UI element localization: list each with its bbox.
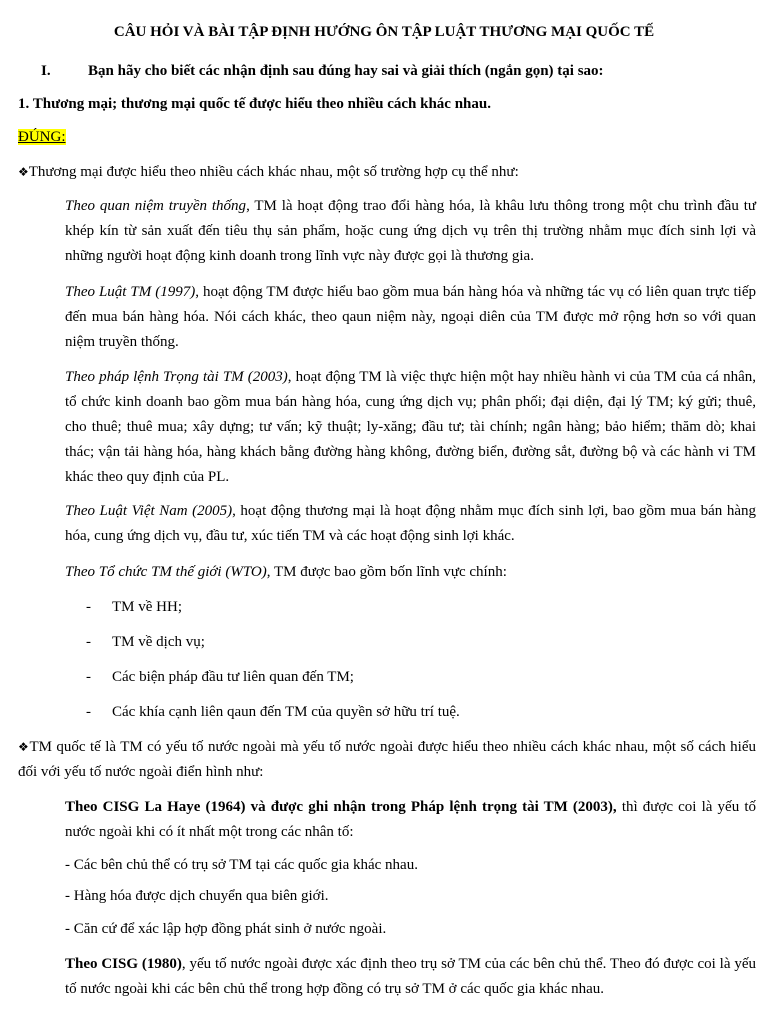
paragraph-cisg-1964 xyxy=(65,795,756,845)
paragraph-law-1997-text: , hoạt động TM được hiểu bao gồm mua bán hàng hóa và những tác vụ có liên quan trực tiếp đến mua bán hàng hóa. Nói cách khác, theo qaun niệm này, ngoại diên của TM được mở rộng hơn so với quan niệm truyền thống. xyxy=(65,284,756,350)
dash-bullet: - xyxy=(86,634,91,650)
list-item xyxy=(86,630,205,655)
paragraph-law-2005-source: Theo Luật Việt Nam (2005) xyxy=(65,503,233,519)
intro-text-2: TM quốc tế là TM có yếu tố nước ngoài mà yếu tố nước ngoài được hiểu theo nhiều cách khác nhau, một số cách hiểu đối với yếu tố nước ngoài điển hình như: xyxy=(18,739,756,780)
paragraph-traditional-text: , TM là hoạt động trao đổi hàng hóa, là khâu lưu thông trong một chu trình đầu tư khép kín từ sản xuất đến tiêu thụ sản phẩm, hoặc cung ứng dịch vụ trên thị trường nhằm mục đích sinh lợi và những người hoạt động kinh doanh trong lĩnh vực này được gọi là thương gia. xyxy=(65,198,756,264)
diamond-bullet-icon: ❖ xyxy=(18,740,30,754)
paragraph-traditional xyxy=(65,194,756,269)
dash-bullet: - xyxy=(86,704,91,720)
paragraph-arbitration-2003 xyxy=(65,365,756,490)
document-title: CÂU HỎI VÀ BÀI TẬP ĐỊNH HƯỚNG ÔN TẬP LUẬT THƯƠNG MẠI QUỐC TẾ xyxy=(113,24,655,40)
factor-item: - Căn cứ để xác lập hợp đồng phát sinh ở nước ngoài. xyxy=(65,921,387,937)
section-text: Bạn hãy cho biết các nhận định sau đúng hay sai và giải thích (ngắn gọn) tại sao: xyxy=(88,63,604,79)
list-item-text: Các biện pháp đầu tư liên quan đến TM; xyxy=(112,669,354,685)
paragraph-law-2005 xyxy=(65,499,756,549)
diamond-bullet-icon: ❖ xyxy=(18,165,29,179)
paragraph-traditional-source: Theo quan niệm truyền thống xyxy=(65,198,247,214)
intro-text-1: Thương mại được hiểu theo nhiều cách khác nhau, một số trường hợp cụ thể như: xyxy=(28,164,519,180)
list-item-text: TM về HH; xyxy=(112,599,182,615)
paragraph-wto-source: Theo Tổ chức TM thế giới (WTO) xyxy=(65,564,267,580)
list-item-text: Các khía cạnh liên qaun đến TM của quyền sở hữu trí tuệ. xyxy=(112,704,460,720)
paragraph-law-1997-source: Theo Luật TM (1997) xyxy=(65,284,196,300)
list-item xyxy=(86,665,354,690)
paragraph-cisg-1964-text: thì được coi là yếu tố nước ngoài khi có ít nhất một trong các nhân tố: xyxy=(65,799,756,840)
paragraph-law-2005-text: , hoạt động thương mại là hoạt động nhằm mục đích sinh lợi, bao gồm mua bán hàng hóa, cung ứng dịch vụ, đầu tư, xúc tiến TM và các hoạt động sinh lợi khác. xyxy=(65,503,756,544)
intro-paragraph-1 xyxy=(18,160,756,185)
list-item-text: TM về dịch vụ; xyxy=(112,634,205,650)
paragraph-wto xyxy=(65,560,756,585)
paragraph-wto-text: , TM được bao gồm bốn lĩnh vực chính: xyxy=(266,564,507,580)
dash-bullet: - xyxy=(86,599,91,615)
list-item xyxy=(86,700,460,725)
answer-highlight: ĐÚNG: xyxy=(18,129,66,145)
list-item xyxy=(86,595,182,620)
answer-label xyxy=(18,125,66,150)
paragraph-law-1997 xyxy=(65,280,756,355)
paragraph-arbitration-2003-text: , hoạt động TM là việc thực hiện một hay nhiều hành vi của TM của cá nhân, tổ chức kinh doanh bao gồm mua bán hàng hóa, cung ứng dịch vụ; phân phối; đại diện, đại lý TM; ký gửi; thuê, cho thuê; thuê mua; xây dựng; tư vấn; kỹ thuật; ly-xăng; đầu tư; tài chính; ngân hàng; bảo hiểm; thăm dò; khai thác; vận tải hàng hóa, hàng khách bằng đường hàng không, đường biển, đường sắt, đường bộ và các hành vi TM khác theo quy định của PL. xyxy=(65,369,757,485)
intro-paragraph-2 xyxy=(18,735,756,785)
paragraph-cisg-1980-text: , yếu tố nước ngoài được xác định theo trụ sở TM của các bên chủ thể. Theo đó được coi là yếu tố nước ngoài khi các bên chủ thể trong hợp đồng có trụ sở TM ở các quốc gia khác nhau. xyxy=(65,956,756,997)
factor-item: - Các bên chủ thể có trụ sở TM tại các quốc gia khác nhau. xyxy=(65,857,418,873)
section-numeral: I. xyxy=(41,63,51,79)
section-heading xyxy=(41,59,604,84)
paragraph-cisg-1980 xyxy=(65,952,756,1002)
paragraph-cisg-1980-source: Theo CISG (1980) xyxy=(65,956,182,972)
factor-item: - Hàng hóa được dịch chuyển qua biên giới. xyxy=(65,888,329,904)
question-1: 1. Thương mại; thương mại quốc tế được hiểu theo nhiều cách khác nhau. xyxy=(18,96,491,112)
paragraph-arbitration-2003-source: Theo pháp lệnh Trọng tài TM (2003) xyxy=(65,369,288,385)
paragraph-cisg-1964-source: Theo CISG La Haye (1964) và được ghi nhận trong Pháp lệnh trọng tài TM (2003), xyxy=(65,799,617,815)
dash-bullet: - xyxy=(86,669,91,685)
